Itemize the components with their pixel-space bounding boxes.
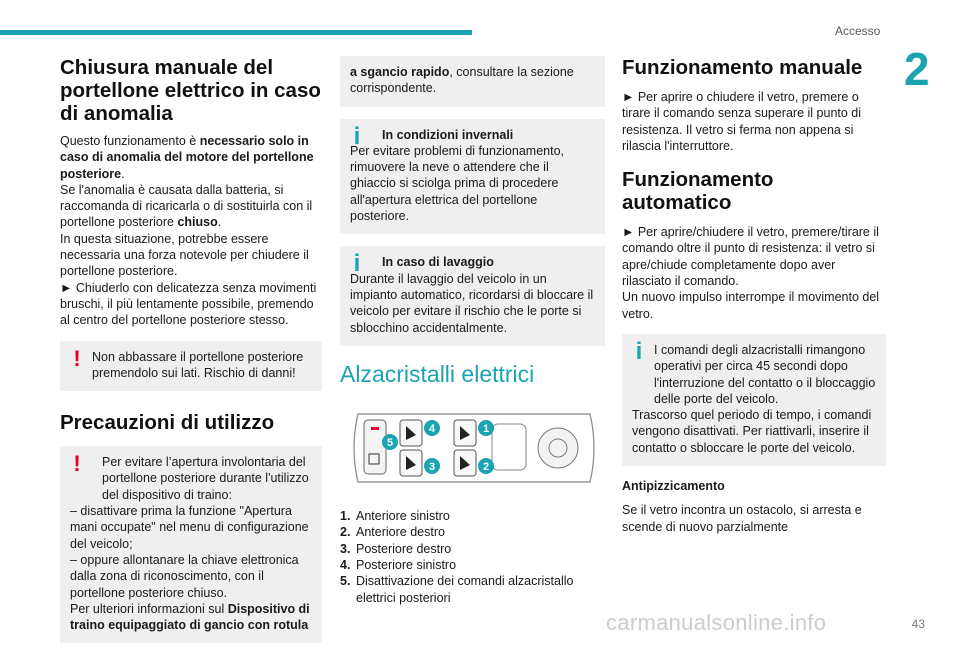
page-number: 43 bbox=[911, 617, 925, 631]
paragraph: Se il vetro incontra un ostacolo, si arresta e scende di nuovo parzialmente bbox=[622, 503, 862, 534]
heading-power-windows: Alzacristalli elettrici bbox=[340, 360, 535, 387]
section-title: Accesso bbox=[835, 24, 881, 38]
callout-label-4: 4 bbox=[428, 422, 436, 435]
callout-label-5: 5 bbox=[386, 436, 394, 449]
rear-lock-led bbox=[371, 427, 379, 430]
warning-text: Per ulteriori informazioni sul Dispositivo di traino equipaggiato di gancio con rotula bbox=[70, 601, 310, 633]
info-text: Per evitare problemi di funzionamento, rimuovere la neve o attendere che il ghiaccio si sciolga prima di procedere all'apertura elettrica del portellone posteriore. bbox=[350, 143, 565, 224]
info-box bbox=[622, 334, 886, 466]
legend-item: 3. Posteriore destro bbox=[340, 541, 452, 556]
paragraph: Se l'anomalia è causata dalla batteria, si raccomanda di ricaricarla o di sostituirla con il portellone posteriore chiuso. bbox=[60, 182, 313, 230]
info-text: Durante il lavaggio del veicolo in un impianto automatico, ricordarsi di bloccare il veicolo per evitare il rischio che le porte si sblocchino accidentalmente. bbox=[350, 271, 594, 335]
column-2 bbox=[340, 56, 605, 606]
warning-text: Per evitare l’apertura involontaria del portellone posteriore durante l'utilizzo del dispositivo di traino: bbox=[102, 455, 309, 502]
legend-item: 1. Anteriore sinistro bbox=[340, 509, 450, 524]
legend-item: 2. Anteriore destro bbox=[340, 525, 445, 540]
callout-label-3: 3 bbox=[428, 460, 436, 473]
warning-box bbox=[60, 341, 322, 392]
legend-list bbox=[340, 508, 605, 606]
info-title: In condizioni invernali bbox=[382, 127, 514, 142]
paragraph: ► Chiuderlo con delicatezza senza movimenti bruschi, il più lentamente possibile, premendo al centro del portellone posteriore stesso. bbox=[60, 280, 317, 328]
info-title: In caso di lavaggio bbox=[382, 255, 494, 270]
heading-anti-pinch: Antipizzicamento bbox=[622, 479, 725, 494]
callout-label-1: 1 bbox=[482, 422, 490, 435]
info-icon: i bbox=[635, 337, 643, 365]
chapter-number: 2 bbox=[904, 43, 930, 95]
column-1 bbox=[60, 56, 322, 655]
warning-icon: ! bbox=[73, 345, 81, 371]
warning-list-item: – disattivare prima la funzione "Apertura mani occupate" nel menu di configurazione del veicolo; bbox=[70, 504, 309, 551]
heading-precautions: Precauzioni di utilizzo bbox=[60, 411, 275, 435]
info-text: Trascorso quel periodo di tempo, i comandi vengono disattivati. Per riattivarli, inserire il contatto o sbloccare le porte del veicolo. bbox=[632, 408, 872, 455]
column-3 bbox=[622, 56, 886, 535]
callout-label-2: 2 bbox=[482, 460, 490, 473]
paragraph: a sgancio rapido, consultare la sezione corrispondente. bbox=[350, 65, 574, 96]
info-icon: i bbox=[353, 250, 361, 278]
mirror-adjust-pad bbox=[538, 428, 578, 468]
window-switch-panel-diagram bbox=[340, 408, 602, 488]
paragraph: ► Per aprire o chiudere il vetro, premere o tirare il comando senza superare il punto di resistenza. Il vetro si ferma non appena si rilascia l'interruttore. bbox=[622, 90, 862, 153]
heading-manual-closing: Chiusura manuale del portellone elettrico in caso di anomalia bbox=[60, 56, 321, 125]
info-box bbox=[340, 119, 605, 235]
paragraph: In questa situazione, potrebbe essere necessaria una forza notevole per chiudere il portellone posteriore. bbox=[60, 231, 309, 279]
info-icon: i bbox=[353, 122, 361, 150]
watermark: carmanualsonline.info bbox=[606, 610, 827, 635]
warning-text: Non abbassare il portellone posteriore premendolo sui lati. Rischio di danni! bbox=[92, 349, 304, 380]
warning-box bbox=[60, 446, 322, 643]
paragraph: Questo funzionamento è necessario solo in caso di anomalia del motore del portellone posteriore. bbox=[60, 134, 314, 181]
continued-box bbox=[340, 56, 605, 107]
paragraph: ► Per aprire/chiudere il vetro, premere/tirare il comando oltre il punto di resistenza: il vetro si apre/chiude completamente dopo aver rilasciato il comando. bbox=[622, 225, 879, 289]
legend-item: 5. Disattivazione dei comandi alzacristallo elettrici posteriori bbox=[340, 574, 574, 605]
heading-manual-operation: Funzionamento manuale bbox=[622, 56, 863, 79]
warning-list-item: – oppure allontanare la chiave elettronica dalla zona di riconoscimento, con il portellone posteriore chiuso. bbox=[70, 552, 299, 600]
heading-automatic-operation: Funzionamento automatico bbox=[622, 168, 774, 215]
warning-icon: ! bbox=[73, 451, 81, 477]
paragraph: Un nuovo impulso interrompe il movimento del vetro. bbox=[622, 290, 880, 321]
info-box bbox=[340, 246, 605, 345]
header-accent-bar bbox=[0, 30, 472, 35]
legend-item: 4. Posteriore sinistro bbox=[340, 558, 457, 573]
info-text: I comandi degli alzacristalli rimangono operativi per circa 45 secondi dopo l'interruzione del contatto o il bloccaggio delle porte del veicolo. bbox=[654, 342, 876, 406]
